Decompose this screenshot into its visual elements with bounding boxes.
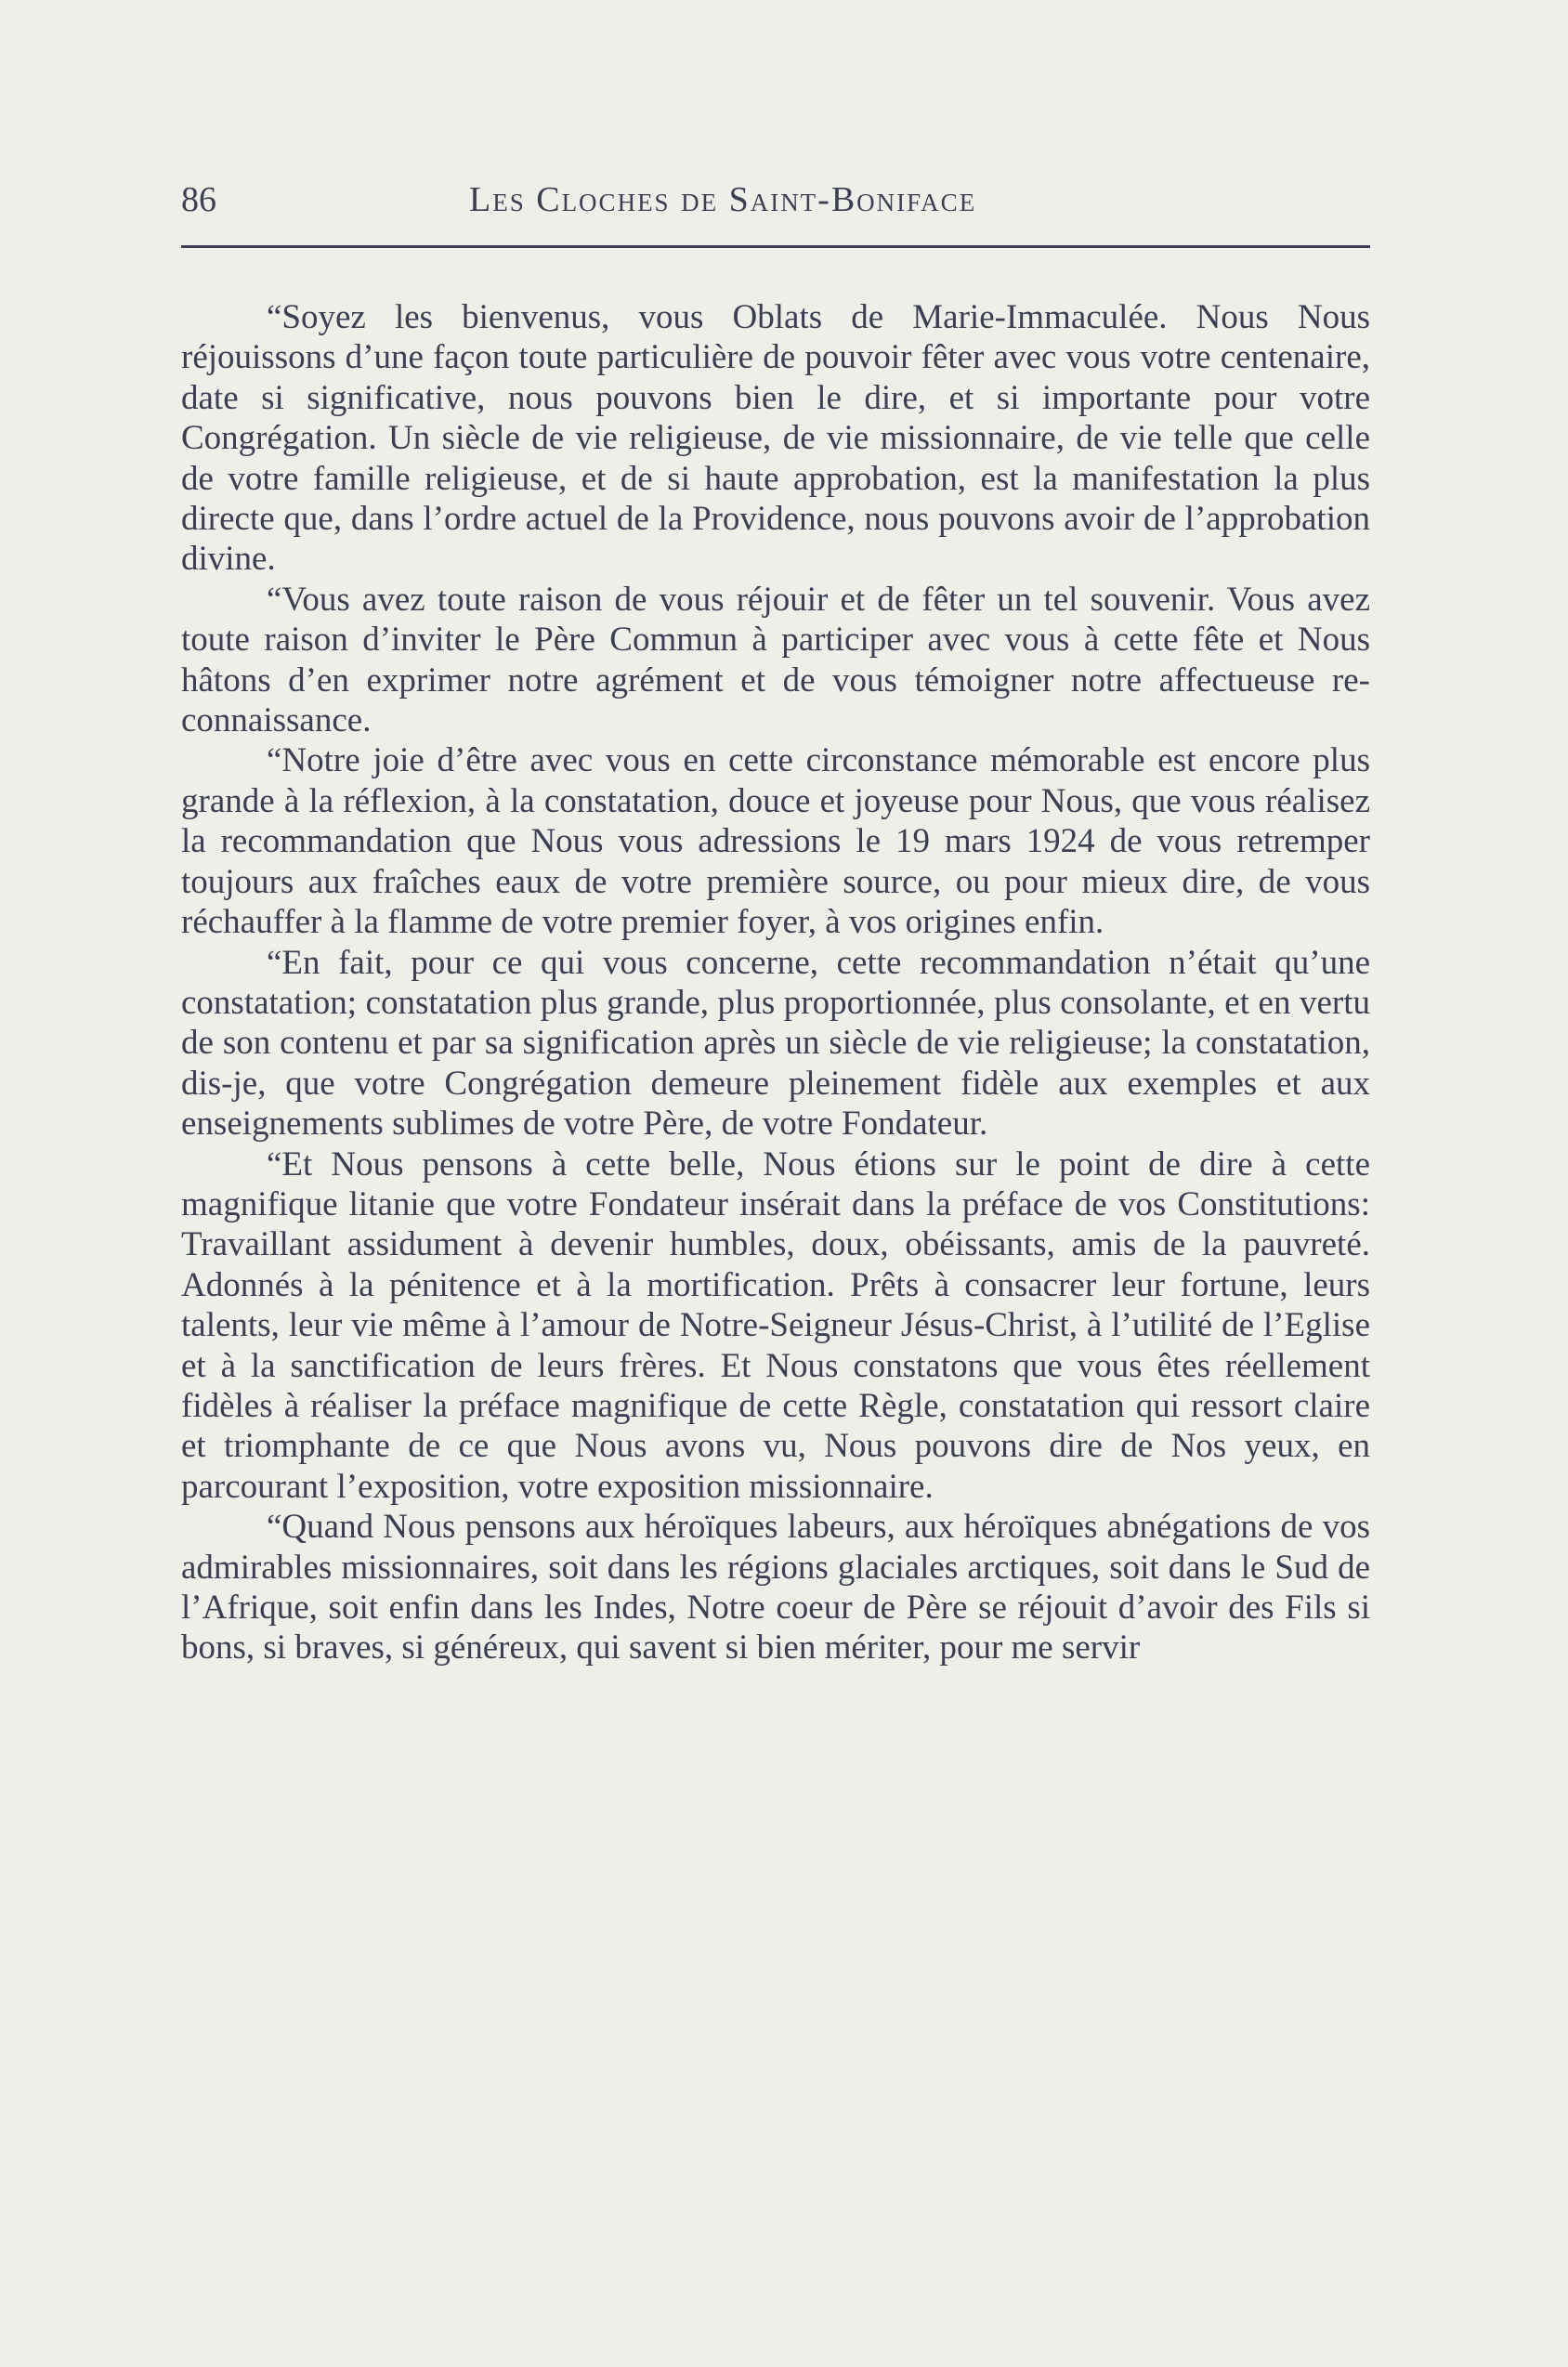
running-title: Les Cloches de Saint-Boniface bbox=[469, 180, 977, 219]
paragraph: “Notre joie d’être avec vous en cette circonstance mémorable est encore plus grande à la réflexion, à la constatation, douce et joyeuse pour Nous, que vous réalisez la recommandation que Nous vous adressions le 19 mars 1924 de vous retremper toujours aux fraîches eaux de votre première source, ou pour mieux dire, de vous réchauffer à la flamme de votre premier foyer, à vos origines enfin. bbox=[181, 741, 1370, 942]
paragraph: “Quand Nous pensons aux héroïques labeurs, aux héroïques abnégations de vos admirables missionnaires, soit dans les régions glaciales arctiques, soit dans le Sud de l’Afrique, soit enfin dans les Indes, Notre coeur de Père se réjouit d’avoir des Fils si bons, si braves, si généreux, qui savent si bien mériter, pour me servir bbox=[181, 1508, 1370, 1667]
paragraph: “Vous avez toute raison de vous réjouir et de fêter un tel souvenir. Vous avez toute raison d’inviter le Père Commun à participer avec vous à cette fête et Nous hâtons d’en exprimer notre agrément et de vous témoigner notre affectueuse reconnaissance. bbox=[181, 580, 1370, 740]
paragraph: “Et Nous pensons à cette belle, Nous étions sur le point de dire à cette magnifique litanie que votre Fondateur insérait dans la préface de vos Constitutions: Travaillant assidument à devenir humbles, doux, obéissants, amis de la pauvreté. Adonnés à la pénitence et à la mortification. Prêts à consacrer leur fortune, leurs talents, leur vie même à l’amour de Notre-Seigneur Jésus-Christ, à l’utilité de l’Eglise et à la sanctification de leurs frères. Et Nous constatons que vous êtes réellement fidèles à réaliser la préface magnifique de cette Règle, constatation qui ressort claire et triomphante de ce que Nous avons vu, Nous pouvons dire de Nos yeux, en parcourant l’exposition, votre exposition missionnaire. bbox=[181, 1144, 1370, 1506]
body-text bbox=[181, 297, 1370, 1668]
header-rule bbox=[181, 245, 1370, 248]
paragraph: “Soyez les bienvenus, vous Oblats de Marie-Immaculée. Nous Nous réjouissons d’une façon toute particulière de pouvoir fêter avec vous votre centenaire, date si significative, nous pouvons bien le dire, et si importante pour votre Congrégation. Un siècle de vie religieuse, de vie missionnaire, de vie telle que celle de votre famille religieuse, et de si haute approbation, est la manifestation la plus directe que, dans l’ordre actuel de la Providence, nous pouvons avoir de l’approbation divine. bbox=[181, 298, 1370, 579]
paragraph: “En fait, pour ce qui vous concerne, cette recommandation n’était qu’une constatation; constatation plus grande, plus proportionnée, plus consolante, et en vertu de son contenu et par sa signification après un siècle de vie religieuse; la constatation, dis-je, que votre Congrégation demeure pleinement fidèle aux exemples et aux enseignements sublimes de votre Père, de votre Fondateur. bbox=[181, 943, 1370, 1144]
page-number: 86 bbox=[181, 180, 216, 219]
running-header bbox=[181, 172, 1370, 228]
